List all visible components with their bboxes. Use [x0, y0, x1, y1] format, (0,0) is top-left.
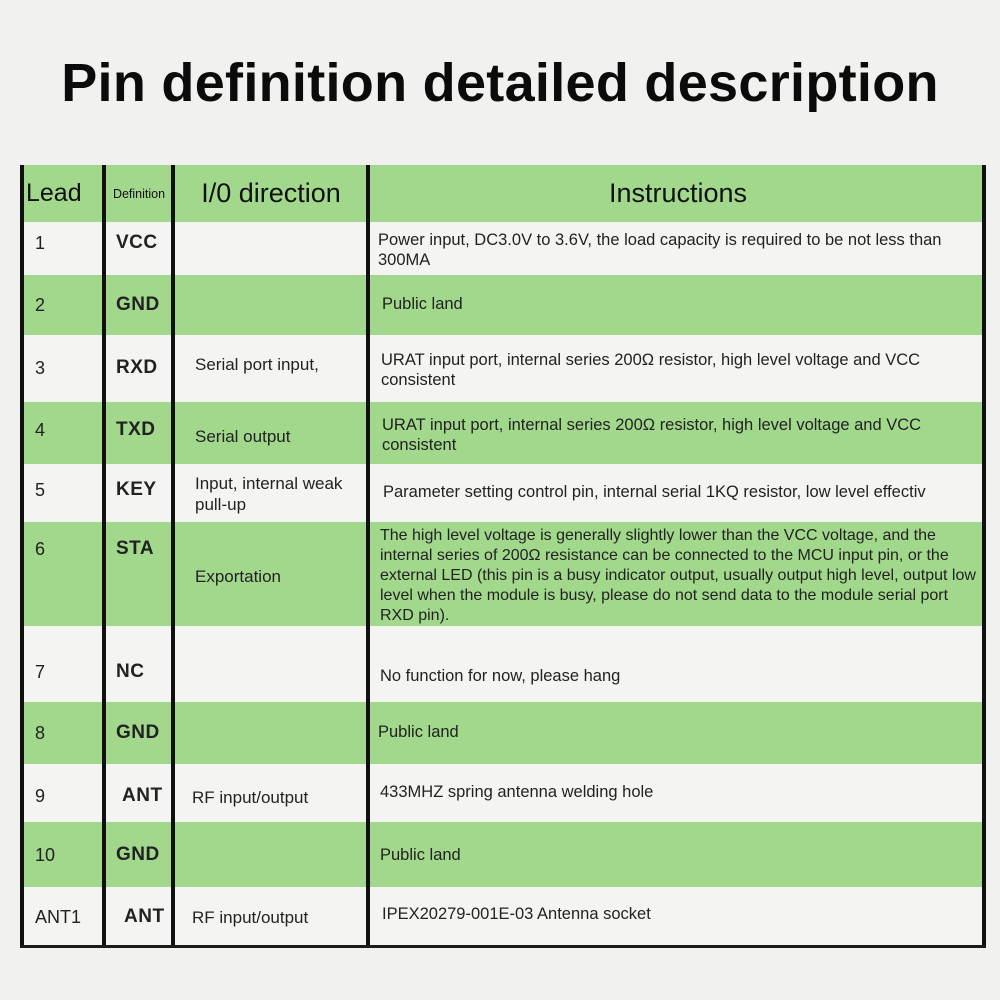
page-title: Pin definition detailed description	[61, 53, 939, 113]
table-row	[20, 764, 986, 822]
definition-cell: KEY	[116, 479, 157, 500]
io-cell: Serial output	[195, 427, 291, 446]
column-divider	[982, 165, 986, 948]
io-cell: Input, internal weak pull-up	[195, 474, 343, 514]
table-header	[20, 165, 986, 222]
table-row	[20, 222, 986, 275]
instructions-cell: IPEX20279-001E-03 Antenna socket	[382, 905, 651, 923]
definition-cell: ANT	[124, 906, 165, 927]
table-row	[20, 275, 986, 335]
instructions-cell: URAT input port, internal series 200Ω resistor, high level voltage and VCC consistent	[382, 416, 922, 454]
table-bottom-border	[20, 945, 986, 948]
instructions-cell: Public land	[380, 846, 461, 864]
pin-table	[20, 165, 986, 948]
lead-cell: 7	[35, 662, 46, 682]
lead-cell: 4	[35, 420, 46, 440]
lead-cell: 5	[35, 480, 46, 500]
lead-cell: 8	[35, 723, 46, 743]
io-cell: RF input/output	[192, 908, 309, 927]
column-divider	[366, 165, 370, 948]
io-cell: RF input/output	[192, 788, 309, 807]
definition-cell: VCC	[116, 232, 158, 253]
definition-cell: TXD	[116, 419, 156, 440]
table-row	[20, 402, 986, 464]
table-row	[20, 702, 986, 764]
column-divider	[102, 165, 106, 948]
lead-cell: ANT1	[35, 907, 82, 927]
lead-cell: 2	[35, 295, 46, 315]
definition-cell: NC	[116, 661, 145, 682]
lead-cell: 10	[35, 845, 56, 865]
header-instructions: Instructions	[608, 178, 748, 208]
definition-cell: GND	[116, 722, 160, 743]
column-divider	[20, 165, 24, 948]
table-row	[20, 822, 986, 887]
definition-cell: GND	[116, 294, 160, 315]
definition-cell: ANT	[122, 785, 163, 806]
table-row	[20, 335, 986, 402]
instructions-cell: 433MHZ spring antenna welding hole	[380, 783, 654, 801]
io-cell: Exportation	[195, 567, 281, 586]
instructions-cell: Public land	[382, 295, 463, 313]
instructions-cell: Parameter setting control pin, internal serial 1KQ resistor, low level effectiv	[383, 483, 926, 501]
header-io-direction: I/0 direction	[201, 178, 341, 208]
lead-cell: 9	[35, 786, 46, 806]
lead-cell: 6	[35, 539, 46, 559]
table-row	[20, 522, 986, 626]
table-row	[20, 626, 986, 702]
header-lead: Lead	[26, 179, 82, 207]
io-cell: Serial port input,	[195, 355, 319, 374]
instructions-cell: No function for now, please hang	[380, 667, 621, 685]
table-row	[20, 464, 986, 522]
definition-cell: STA	[116, 538, 155, 559]
definition-cell: RXD	[116, 357, 158, 378]
definition-cell: GND	[116, 844, 160, 865]
instructions-cell: The high level voltage is generally slightly lower than the VCC voltage, and the internal series of 200Ω resistance can be connected to the MCU input pin, or the external LED (this pin is a busy indicator output, usually output high level, output low level when the module is busy, please do not send data to the module serial port RXD pin).	[380, 527, 976, 624]
lead-cell: 3	[35, 358, 46, 378]
instructions-cell: URAT input port, internal series 200Ω resistor, high level voltage and VCC consistent	[381, 351, 921, 389]
column-divider	[171, 165, 175, 948]
instructions-cell: Power input, DC3.0V to 3.6V, the load capacity is required to be not less than 300MA	[378, 231, 942, 269]
instructions-cell: Public land	[378, 723, 459, 741]
lead-cell: 1	[35, 233, 46, 253]
header-definition: Definition	[112, 186, 166, 201]
table-row	[20, 887, 986, 945]
